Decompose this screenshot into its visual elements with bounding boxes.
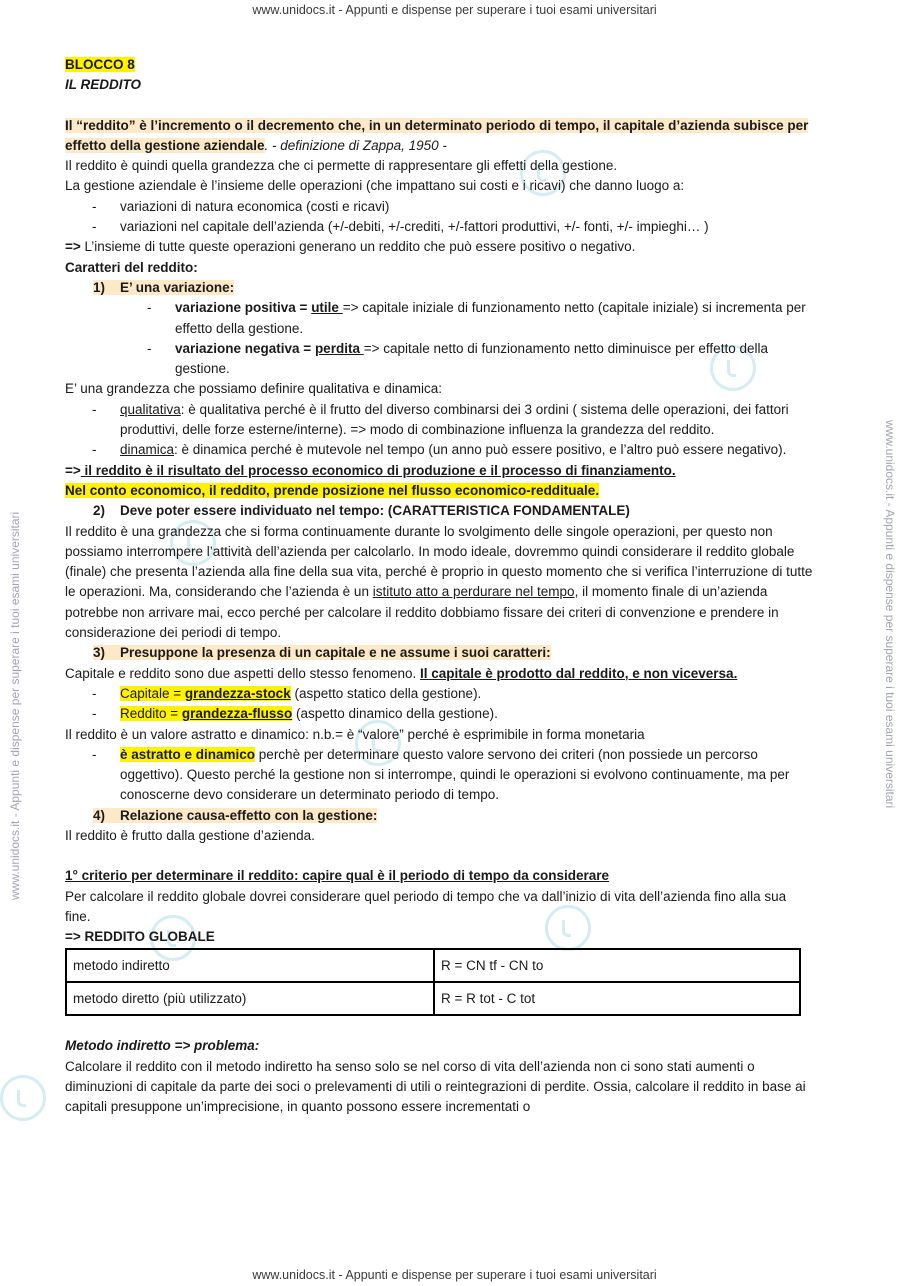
paragraph: La gestione aziendale è l’insieme delle operazioni (che impattano sui costi e i ricavi) che danno luogo a:: [65, 178, 685, 194]
criterion-heading: 1° criterio per determinare il reddito: capire qual è il periodo di tempo da considerare: [65, 868, 610, 884]
numbered-heading: 4) Relazione causa-effetto con la gestione:: [93, 807, 378, 823]
paragraph: Calcolare il reddito con il metodo indiretto ha senso solo se nel corso di vita dell’azienda non ci sono stati aumenti o diminuzioni di capitale da parte dei soci o prelevamenti di utili o reintegrazioni di perdite. Ossia, calcolare il reddito in base ai capitali presuppone un’imprecisione, in quanto possono essere incrementati o: [65, 1058, 806, 1115]
list-item: - è astratto e dinamico perchè per determinare questo valore servono dei criteri (non possiede un percorso oggettivo). Questo perché la gestione non si interrompe, quindi le operazioni si evolvono continuamente, ma per conoscerne devo considerare un determinato periodo di tempo.: [92, 746, 790, 803]
conclusion: => il reddito è il risultato del processo economico di produzione e il processo di finanziamento.: [65, 462, 676, 478]
table-row: [66, 982, 800, 1015]
paragraph: Capitale e reddito sono due aspetti dello stesso fenomeno. Il capitale è prodotto dal reddito, e non viceversa.: [65, 665, 738, 681]
paragraph: E’ una grandezza che possiamo definire qualitativa e dinamica:: [65, 381, 442, 397]
watermark-logo-icon: [0, 1075, 46, 1121]
list-item: - Reddito = grandezza-flusso (aspetto dinamico della gestione).: [92, 706, 498, 722]
paragraph: Il reddito è quindi quella grandezza che ci permette di rappresentare gli effetti della gestione.: [65, 158, 618, 174]
document-body: [65, 55, 815, 1118]
table-cell: metodo diretto (più utilizzato): [66, 982, 434, 1015]
table-row: [66, 949, 800, 982]
method-table: [65, 948, 801, 1016]
numbered-heading: 2) Deve poter essere individuato nel tempo: (CARATTERISTICA FONDAMENTALE): [93, 503, 630, 519]
numbered-heading: 3) Presuppone la presenza di un capitale e ne assume i suoi caratteri:: [93, 645, 551, 661]
page-footer: www.unidocs.it - Appunti e dispense per superare i tuoi esami universitari: [252, 1268, 657, 1282]
paragraph: Il reddito è frutto dalla gestione d’azienda.: [65, 827, 315, 843]
table-cell: R = CN tf - CN to: [434, 949, 800, 982]
block-title: BLOCCO 8: [65, 57, 135, 72]
paragraph: Il reddito è un valore astratto e dinamico: n.b.= è “valore” perché è esprimibile in forma monetaria: [65, 726, 645, 742]
side-watermark-right: www.unidocs.it - Appunti e dispense per superare i tuoi esami universitari: [883, 420, 897, 809]
table-cell: metodo indiretto: [66, 949, 434, 982]
list-item: - qualitativa: è qualitativa perché è il frutto del diverso combinarsi dei 3 ordini ( sistema delle operazioni, dei fattori produttivi, delle forze esterne/interne). => modo di combinazione influenza la grandezza del reddito.: [92, 401, 789, 438]
section-heading: Metodo indiretto => problema:: [65, 1038, 260, 1054]
conclusion: Nel conto economico, il reddito, prende posizione nel flusso economico-reddituale.: [65, 482, 600, 498]
list-item: - variazione positiva = utile => capitale iniziale di funzionamento netto (capitale iniziale) si incrementa per effetto della gestione.: [147, 300, 806, 336]
paragraph: Il reddito è una grandezza che si forma continuamente durante lo svolgimento delle singole operazioni, per questo non possiamo interrompere l’attività dell’azienda per calcolarlo. In modo ideale, dovremmo quindi considerare il reddito globale (finale) che presenta l’azienda alla fine della sua vita, perché è proprio in questo momento che si verifica l’interruzione di tutte le operazioni. Ma, considerando che l’azienda è un istituto atto a perdurare nel tempo, il momento finale di un’azienda potrebbe non arrivare mai, ecco perché per calcolare il reddito dobbiamo fissare dei criteri di convenzione e prendere in considerazione dei periodi di tempo.: [65, 523, 813, 641]
list-item: - variazioni nel capitale dell’azienda (+/-debiti, +/-crediti, +/-fattori produttivi, +/- fonti, +/- impieghi… ): [92, 219, 709, 235]
table-cell: R = R tot - C tot: [434, 982, 800, 1015]
numbered-heading: 1) E’ una variazione:: [93, 279, 235, 295]
page-header: www.unidocs.it - Appunti e dispense per superare i tuoi esami universitari: [252, 3, 657, 17]
list-item: - Capitale = grandezza-stock (aspetto statico della gestione).: [92, 685, 482, 701]
paragraph: Per calcolare il reddito globale dovrei considerare quel periodo di tempo che va dall’inizio di vita dell’azienda fino alla sua fine.: [65, 888, 787, 924]
doc-subtitle: IL REDDITO: [65, 77, 142, 93]
side-watermark-left: www.unidocs.it - Appunti e dispense per superare i tuoi esami universitari: [8, 511, 22, 900]
list-item: - variazioni di natura economica (costi e ricavi): [92, 198, 390, 214]
list-item: - dinamica: è dinamica perché è mutevole nel tempo (un anno può essere positivo, e l’altro può essere negativo).: [92, 442, 787, 458]
definition: Il “reddito” è l’incremento o il decremento che, in un determinato periodo di tempo, il capitale d’azienda subisce per effetto della gestione aziendale. - definizione di Zappa, 1950 -: [65, 117, 809, 153]
section-heading: Caratteri del reddito:: [65, 259, 198, 275]
paragraph: => L’insieme di tutte queste operazioni generano un reddito che può essere positivo o negativo.: [65, 239, 636, 255]
section-heading: => REDDITO GLOBALE: [65, 929, 215, 945]
list-item: - variazione negativa = perdita => capitale netto di funzionamento netto diminuisce per effetto della gestione.: [147, 340, 768, 377]
